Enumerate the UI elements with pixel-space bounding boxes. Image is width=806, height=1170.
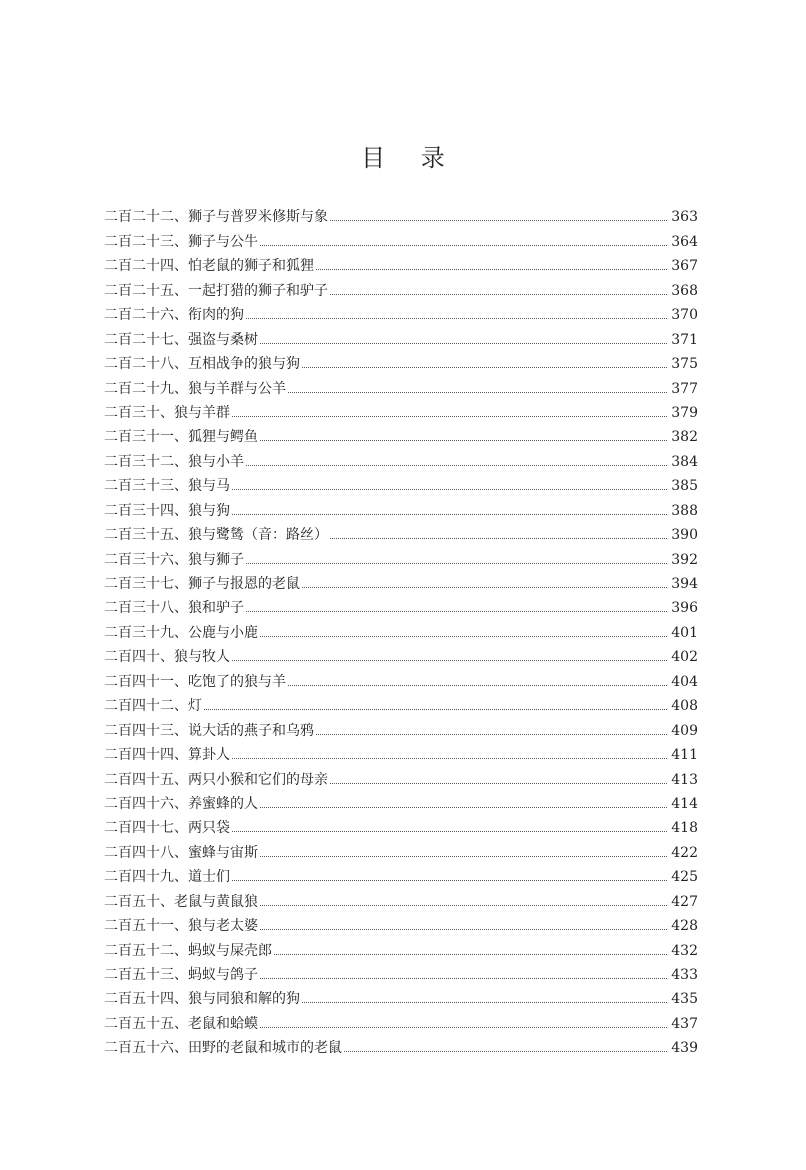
dot-leader <box>260 1027 667 1028</box>
toc-entry-page-number: 439 <box>671 1040 698 1057</box>
toc-entry-label: 二百三十二、狼与小羊 <box>104 453 244 470</box>
toc-entry[interactable] <box>104 984 698 1008</box>
toc-entry-page-number: 418 <box>671 820 698 837</box>
toc-entry-label: 二百三十六、狼与狮子 <box>104 551 244 568</box>
toc-entry-label: 二百四十四、算卦人 <box>104 747 230 764</box>
toc-entry-page-number: 375 <box>671 356 698 373</box>
dot-leader <box>246 611 667 612</box>
toc-entry-page-number: 392 <box>671 551 698 568</box>
dot-leader <box>330 220 667 221</box>
dot-leader <box>260 343 667 344</box>
toc-entry[interactable] <box>104 813 698 837</box>
toc-entry-label: 二百五十二、蚂蚁与屎壳郎 <box>104 942 272 959</box>
toc-entry[interactable] <box>104 544 698 568</box>
toc-entry-page-number: 384 <box>671 453 698 470</box>
toc-entry-label: 二百四十二、灯 <box>104 698 202 715</box>
toc-entry-label: 二百三十、狼与羊群 <box>104 404 230 421</box>
toc-entry-label: 二百五十、老鼠与黄鼠狼 <box>104 893 258 910</box>
toc-entry-label: 二百三十五、狼与鹭鸶（音：路丝） <box>104 527 328 544</box>
dot-leader <box>260 245 667 246</box>
toc-entry-page-number: 422 <box>671 844 698 861</box>
toc-entry[interactable] <box>104 300 698 324</box>
toc-entry[interactable] <box>104 642 698 666</box>
toc-entry-page-number: 401 <box>671 624 698 641</box>
dot-leader <box>260 905 667 906</box>
toc-entry[interactable] <box>104 251 698 275</box>
toc-entry-label: 二百二十三、狮子与公牛 <box>104 233 258 250</box>
toc-entry-label: 二百二十九、狼与羊群与公羊 <box>104 380 286 397</box>
dot-leader <box>260 807 667 808</box>
toc-entry[interactable] <box>104 764 698 788</box>
toc-entry-label: 二百四十九、道士们 <box>104 869 230 886</box>
toc-entry-page-number: 394 <box>671 576 698 592</box>
toc-entry-label: 二百二十二、狮子与普罗米修斯与象 <box>104 209 328 226</box>
dot-leader <box>302 1002 667 1003</box>
toc-entry-label: 二百四十八、蜜蜂与宙斯 <box>104 844 258 861</box>
toc-entry-page-number: 388 <box>671 502 698 519</box>
toc-entry[interactable] <box>104 862 698 886</box>
toc-entry-page-number: 404 <box>671 673 698 690</box>
toc-entry-page-number: 402 <box>671 649 698 666</box>
toc-entry-label: 二百四十五、两只小猴和它们的母亲 <box>104 771 328 788</box>
dot-leader <box>302 367 667 368</box>
toc-entry-page-number: 433 <box>671 967 698 983</box>
toc-entry-label: 二百四十七、两只袋 <box>104 820 230 837</box>
dot-leader <box>232 416 667 417</box>
toc-entry-label: 二百五十五、老鼠和蛤蟆 <box>104 1015 258 1032</box>
toc-entry-page-number: 385 <box>671 478 698 495</box>
toc-entry[interactable] <box>104 789 698 813</box>
dot-leader <box>232 514 667 515</box>
toc-entry-page-number: 382 <box>671 429 698 446</box>
toc-entry[interactable] <box>104 324 698 348</box>
toc-entry[interactable] <box>104 202 698 226</box>
toc-entry-page-number: 367 <box>671 258 698 275</box>
toc-entry-label: 二百五十四、狼与同狼和解的狗 <box>104 991 300 1008</box>
toc-entry[interactable] <box>104 593 698 617</box>
toc-entry-page-number: 379 <box>671 404 698 421</box>
toc-entry[interactable] <box>104 569 698 593</box>
dot-leader <box>204 709 667 710</box>
dot-leader <box>260 440 667 441</box>
toc-entry-label: 二百二十六、衔肉的狗 <box>104 307 244 324</box>
toc-entry[interactable] <box>104 422 698 446</box>
toc-entry-label: 二百三十九、公鹿与小鹿 <box>104 624 258 641</box>
toc-entry[interactable] <box>104 520 698 544</box>
toc-entry-label: 二百四十、狼与牧人 <box>104 649 230 666</box>
dot-leader <box>246 318 667 319</box>
dot-leader <box>246 465 667 466</box>
toc-entry-page-number: 413 <box>671 771 698 788</box>
toc-entry-page-number: 390 <box>671 527 698 544</box>
toc-entry[interactable] <box>104 349 698 373</box>
toc-entry[interactable] <box>104 911 698 935</box>
toc-entry-page-number: 409 <box>671 722 698 739</box>
toc-entry[interactable] <box>104 740 698 764</box>
toc-entry-page-number: 425 <box>671 869 698 886</box>
dot-leader <box>232 758 667 759</box>
toc-entry-label: 二百二十七、强盗与桑树 <box>104 331 258 348</box>
dot-leader <box>260 856 667 857</box>
toc-entry-page-number: 435 <box>671 991 698 1008</box>
toc-entry-label: 二百五十一、狼与老太婆 <box>104 918 258 935</box>
toc-entry-label: 二百二十四、怕老鼠的狮子和狐狸 <box>104 258 314 275</box>
dot-leader <box>232 489 667 490</box>
toc-entry[interactable] <box>104 617 698 641</box>
toc-entry-label: 二百二十八、互相战争的狼与狗 <box>104 356 300 373</box>
toc-entry-label: 二百三十三、狼与马 <box>104 478 230 495</box>
toc-entry-page-number: 411 <box>671 747 698 764</box>
toc-entry[interactable] <box>104 666 698 690</box>
dot-leader <box>288 685 667 686</box>
dot-leader <box>260 636 667 637</box>
dot-leader <box>232 831 667 832</box>
dot-leader <box>316 269 667 270</box>
toc-entry[interactable] <box>104 226 698 250</box>
toc-entry-page-number: 371 <box>671 331 698 348</box>
toc-entry[interactable] <box>104 471 698 495</box>
toc-entry[interactable] <box>104 495 698 519</box>
toc-entry[interactable] <box>104 373 698 397</box>
toc-entry-label: 二百三十四、狼与狗 <box>104 502 230 519</box>
toc-entry-label: 二百四十三、说大话的燕子和乌鸦 <box>104 722 314 739</box>
dot-leader <box>316 734 667 735</box>
dot-leader <box>232 660 667 661</box>
toc-entry-page-number: 428 <box>671 918 698 935</box>
toc-entry-label: 二百四十一、吃饱了的狼与羊 <box>104 673 286 690</box>
dot-leader <box>302 587 667 588</box>
dot-leader <box>330 294 667 295</box>
toc-entry[interactable] <box>104 886 698 910</box>
toc-entry-page-number: 427 <box>671 893 698 910</box>
toc-entry[interactable] <box>104 960 698 984</box>
toc-entry-page-number: 368 <box>671 282 698 299</box>
table-of-contents <box>104 202 698 1057</box>
dot-leader <box>232 880 667 881</box>
toc-entry[interactable] <box>104 691 698 715</box>
toc-entry-page-number: 437 <box>671 1015 698 1032</box>
toc-entry-label: 二百四十六、养蜜蜂的人 <box>104 795 258 812</box>
dot-leader <box>274 954 667 955</box>
toc-entry[interactable] <box>104 715 698 739</box>
toc-entry-page-number: 364 <box>671 233 698 250</box>
toc-entry[interactable] <box>104 275 698 299</box>
toc-entry-page-number: 363 <box>671 209 698 226</box>
dot-leader <box>330 783 667 784</box>
toc-entry[interactable] <box>104 935 698 959</box>
dot-leader <box>330 538 667 539</box>
toc-entry[interactable] <box>104 398 698 422</box>
toc-entry-label: 二百三十八、狼和驴子 <box>104 600 244 617</box>
toc-entry[interactable] <box>104 446 698 470</box>
dot-leader <box>344 1051 667 1052</box>
dot-leader <box>246 563 667 564</box>
toc-entry-page-number: 377 <box>671 380 698 397</box>
toc-entry[interactable] <box>104 1033 698 1057</box>
toc-entry-label: 二百五十三、蚂蚁与鸽子 <box>104 967 258 983</box>
toc-entry-page-number: 408 <box>671 698 698 715</box>
toc-entry-page-number: 432 <box>671 942 698 959</box>
toc-entry-label: 二百二十五、一起打猎的狮子和驴子 <box>104 282 328 299</box>
toc-entry-label: 二百三十一、狐狸与鳄鱼 <box>104 429 258 446</box>
toc-entry-label: 二百三十七、狮子与报恩的老鼠 <box>104 576 300 592</box>
toc-entry[interactable] <box>104 1008 698 1032</box>
dot-leader <box>260 978 667 979</box>
toc-entry[interactable] <box>104 837 698 861</box>
toc-entry-page-number: 414 <box>671 795 698 812</box>
toc-entry-page-number: 370 <box>671 307 698 324</box>
dot-leader <box>260 929 667 930</box>
dot-leader <box>288 392 667 393</box>
toc-entry-label: 二百五十六、田野的老鼠和城市的老鼠 <box>104 1040 342 1057</box>
page-title: 目 录 <box>361 144 459 172</box>
toc-entry-page-number: 396 <box>671 600 698 617</box>
